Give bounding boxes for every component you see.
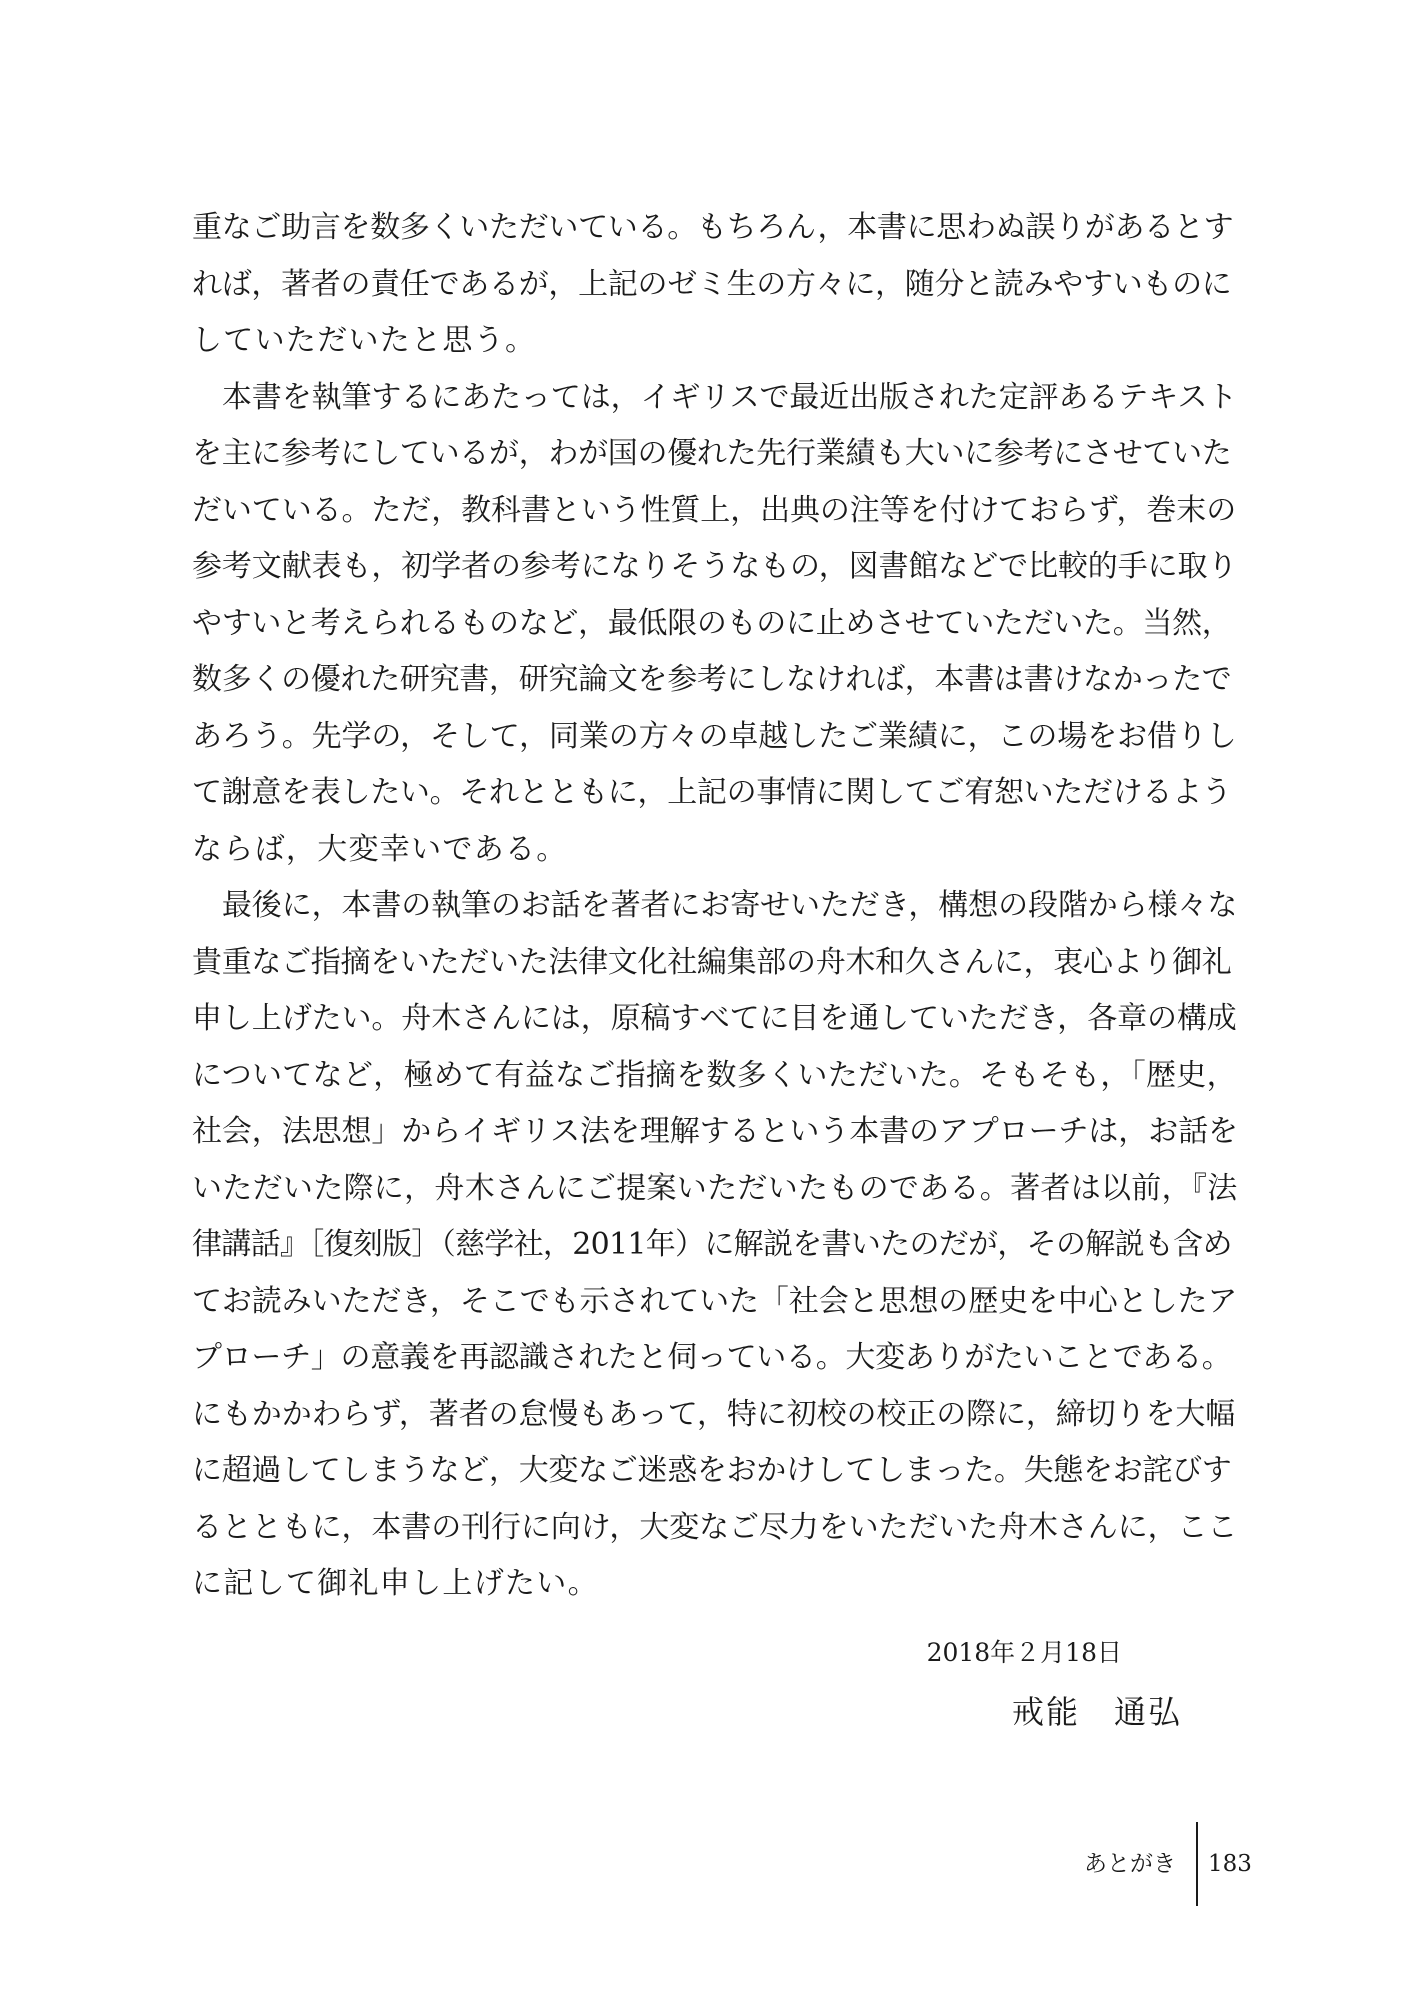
footer-divider bbox=[1196, 1822, 1198, 1906]
text-line: ならば，大変幸いである。 bbox=[192, 831, 568, 867]
text-line: 数多くの優れた研究書，研究論文を参考にしなければ，本書は書けなかったで bbox=[192, 662, 1232, 697]
text-line: てお読みいただき，そこでも示されていた「社会と思想の歴史を中心としたア bbox=[192, 1283, 1238, 1319]
author-name: 戒能 通弘 bbox=[1011, 1693, 1182, 1731]
text-line: にもかかわらず，著者の怠慢もあって，特に初校の校正の際に，締切りを大幅 bbox=[192, 1396, 1236, 1432]
text-line: あろう。先学の，そして，同業の方々の卓越したご業績に，この場をお借りし bbox=[192, 718, 1237, 754]
text-line: るとともに，本書の刊行に向け，大変なご尽力をいただいた舟木さんに，ここ bbox=[192, 1509, 1238, 1545]
text-line: 申し上げたい。舟木さんには，原稿すべてに目を通していただき，各章の構成 bbox=[192, 1001, 1237, 1036]
text-line: していただいたと思う。 bbox=[192, 323, 537, 358]
text-line: に記して御礼申し上げたい。 bbox=[192, 1566, 599, 1601]
text-line: やすいと考えられるものなど，最低限のものに止めさせていただいた。当然， bbox=[192, 605, 1232, 641]
text-line: を主に参考にしているが，わが国の優れた先行業績も大いに参考にさせていた bbox=[192, 436, 1232, 471]
signature-date: 2018年２月18日 bbox=[926, 1638, 1122, 1667]
text-line: れば，著者の責任であるが，上記のゼミ生の方々に，随分と読みやすいものに bbox=[192, 266, 1232, 302]
text-line: て謝意を表したい。それとともに，上記の事情に関してご宥恕いただけるよう bbox=[192, 775, 1232, 810]
text-line: プローチ」の意義を再認識されたと伺っている。大変ありがたいことである。 bbox=[192, 1340, 1232, 1375]
text-line: いただいた際に，舟木さんにご提案いただいたものである。著者は以前，『法 bbox=[192, 1170, 1238, 1206]
text-line: 社会，法思想」からイギリス法を理解するという本書のアプローチは，お話を bbox=[192, 1114, 1238, 1149]
text-line: 重なご助言を数多くいただいている。もちろん，本書に思わぬ誤りがあるとす bbox=[192, 210, 1234, 245]
text-line: についてなど，極めて有益なご指摘を数多くいただいた。そもそも，「歴史， bbox=[192, 1057, 1237, 1093]
text-line: 参考文献表も，初学者の参考になりそうなもの，図書館などで比較的手に取り bbox=[192, 549, 1238, 584]
text-line: 律講話』［復刻版］（慈学社，2011年）に解説を書いたのだが，その解説も含め bbox=[192, 1227, 1232, 1262]
afterword-body-text bbox=[192, 200, 1238, 1613]
text-line: 貴重なご指摘をいただいた法律文化社編集部の舟木和久さんに，衷心より御礼 bbox=[192, 944, 1232, 980]
text-line: だいている。ただ，教科書という性質上，出典の注等を付けておらず，巻末の bbox=[192, 492, 1237, 528]
text-line: に超過してしまうなど，大変なご迷惑をおかけしてしまった。失態をお詫びす bbox=[192, 1453, 1232, 1488]
text-line: 本書を執筆するにあたっては，イギリスで最近出版された定評あるテキスト bbox=[192, 379, 1238, 415]
page-number: 183 bbox=[1208, 1851, 1252, 1877]
running-footer-section-title: あとがき bbox=[1084, 1851, 1176, 1877]
text-line: 最後に，本書の執筆のお話を著者にお寄せいただき，構想の段階から様々な bbox=[192, 888, 1238, 923]
